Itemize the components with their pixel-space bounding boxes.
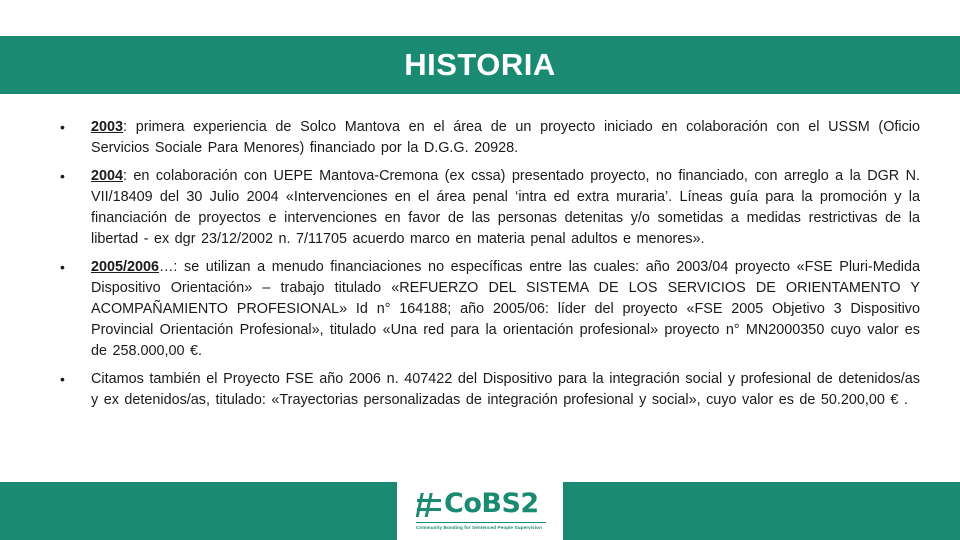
bullet-item-2004 xyxy=(60,166,920,250)
logo-tagline: Community Bonding for Sentenced People Supervision xyxy=(416,525,542,530)
bullet-marker: • xyxy=(60,371,65,387)
bullet-year: 2004 xyxy=(91,168,124,184)
bullet-marker: • xyxy=(60,119,65,135)
bullet-year: 2003 xyxy=(91,119,124,135)
footer-bar-right xyxy=(563,482,960,540)
title-banner xyxy=(0,36,960,94)
bullet-text: Citamos también el Proyecto FSE año 2006 n. 407422 del Dispositivo para la integración social y profesional de detenidos/as y ex detenidos/as, titulado: «Trayectorias personalizadas de integración profesional y social», cuyo valor es de 50.200,00 € . xyxy=(91,371,920,408)
hash-grid-icon xyxy=(416,492,442,518)
history-bullet-list xyxy=(60,117,920,418)
bullet-item-2003 xyxy=(60,117,920,159)
bullet-marker: • xyxy=(60,259,65,275)
bullet-item-2005-2006 xyxy=(60,257,920,362)
logo-wordmark: CoBS2 xyxy=(444,488,539,519)
bullet-item-2006-project xyxy=(60,369,920,411)
slide-title: HISTORIA xyxy=(404,47,556,82)
bullet-year: 2005/2006 xyxy=(91,259,160,275)
bullet-text: : en colaboración con UEPE Mantova-Cremona (ex cssa) presentado proyecto, no financiado, con arreglo a la DGR N. VII/18409 del 30 Julio 2004 «Intervenciones en el área penal ‘intra ed extra muraria’. Líneas guía para la promoción y la financiación de proyectos e intervenciones en favor de las personas detenitas y/o sometidas a medidas restrictivas de la libertad - ex dgr 23/12/2002 n. 7/11705 acuerdo marco en materia penal adultos e menores». xyxy=(91,168,920,247)
cobs2-logo xyxy=(412,490,552,536)
bullet-text: …: se utilizan a menudo financiaciones no específicas entre las cuales: año 2003/04 proyecto «FSE Pluri-Medida Dispositivo Orientación» – trabajo titulado «REFUERZO DEL SISTEMA DE LOS SERVICIOS DE ORIENTAMENTO Y ACOMPAÑAMIENTO PROFESIONAL» Id n° 164188; año 2005/06: líder del proyecto «FSE 2005 Objetivo 3 Dispositivo Provincial Orientación Profesional», titulado «Una red para la orientación profesional» proyecto n° MN2000350 cuyo valor es de 258.000,00 €. xyxy=(91,259,920,359)
bullet-text: : primera experiencia de Solco Mantova en el área de un proyecto iniciado en colaboración con el USSM (Oficio Servicios Sociale Para Menores) financiado por la D.G.G. 20928. xyxy=(91,119,920,156)
logo-divider xyxy=(416,522,546,523)
footer-bar-left xyxy=(0,482,397,540)
bullet-marker: • xyxy=(60,168,65,184)
